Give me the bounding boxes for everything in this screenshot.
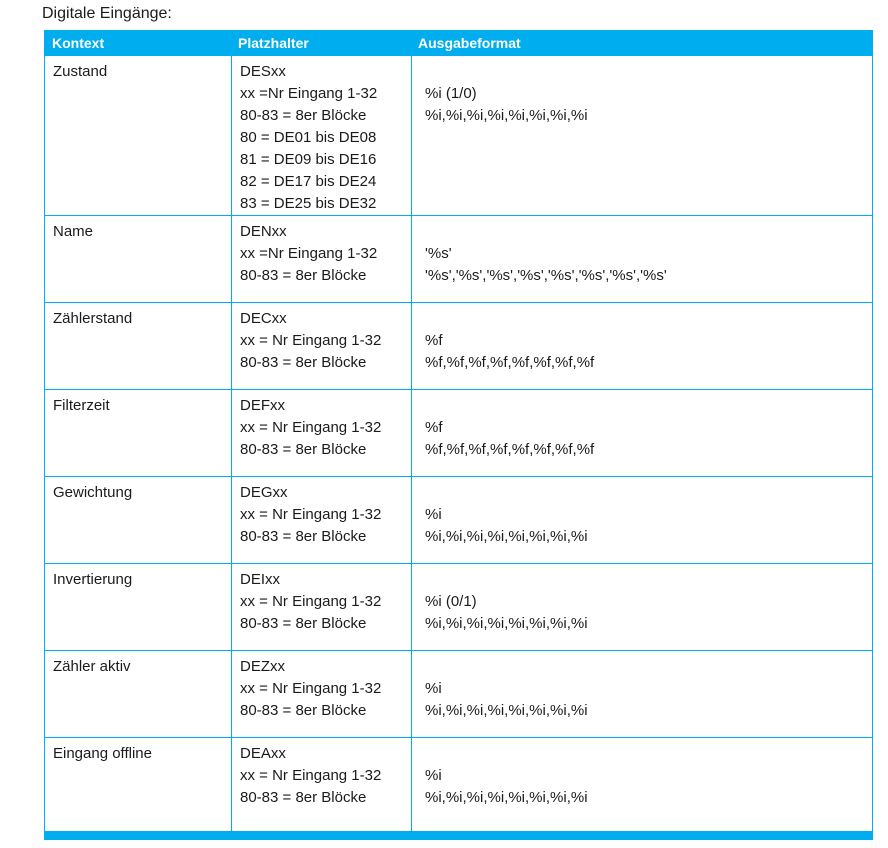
cell-line [425,482,866,504]
table-row [44,564,873,651]
cell-line: Filterzeit [53,397,110,414]
table-footer-bar [44,832,873,840]
cell-platzhalter [231,216,411,302]
cell-line [425,743,866,765]
cell-line: %i,%i,%i,%i,%i,%i,%i,%i [425,528,588,545]
digital-inputs-table [44,30,873,840]
cell-line: Name [53,223,94,240]
cell-line: Invertierung [53,571,133,588]
cell-line: 81 = DE09 bis DE16 [240,151,377,168]
cell-line: DEIxx [240,571,281,588]
cell-line: 83 = DE25 bis DE32 [240,195,377,212]
cell-line: %f [425,332,443,349]
cell-line: %i [425,506,442,523]
table-header-row [44,30,873,56]
cell-line: 80-83 = 8er Blöcke [240,615,367,632]
cell-line: 82 = DE17 bis DE24 [240,173,377,190]
cell-line: Eingang offline [53,745,152,762]
cell-line: xx = Nr Eingang 1-32 [240,767,382,784]
cell-line: 80-83 = 8er Blöcke [240,354,367,371]
cell-line: 80-83 = 8er Blöcke [240,528,367,545]
cell-line: %i,%i,%i,%i,%i,%i,%i,%i [425,789,588,806]
cell-platzhalter [231,651,411,737]
table-body [44,56,873,832]
table-row [44,738,873,832]
cell-kontext [45,651,231,737]
cell-platzhalter [231,390,411,476]
cell-line: Zustand [53,63,108,80]
cell-line: 80 = DE01 bis DE08 [240,129,377,146]
cell-line: xx = Nr Eingang 1-32 [240,419,382,436]
cell-line: DECxx [240,310,287,327]
cell-line: %i,%i,%i,%i,%i,%i,%i,%i [425,107,588,124]
cell-line: 80-83 = 8er Blöcke [240,441,367,458]
cell-ausgabeformat [411,216,872,302]
cell-platzhalter [231,56,411,215]
cell-line: %i [425,767,442,784]
cell-kontext [45,303,231,389]
cell-line: %f [425,419,443,436]
cell-platzhalter [231,564,411,650]
cell-line [425,221,866,243]
cell-line: %i [425,680,442,697]
table-row [44,477,873,564]
cell-kontext [45,564,231,650]
cell-line: %f,%f,%f,%f,%f,%f,%f,%f [425,354,595,371]
table-row [44,390,873,477]
cell-line: 80-83 = 8er Blöcke [240,107,367,124]
cell-kontext [45,477,231,563]
cell-line: '%s','%s','%s','%s','%s','%s','%s','%s' [425,267,667,284]
cell-line: DEGxx [240,484,288,501]
cell-line [425,395,866,417]
cell-line: %i (0/1) [425,593,477,610]
cell-line: Zähler aktiv [53,658,131,675]
cell-kontext [45,216,231,302]
cell-platzhalter [231,477,411,563]
cell-ausgabeformat [411,56,872,215]
cell-ausgabeformat [411,390,872,476]
column-header-platzhalter: Platzhalter [238,35,309,51]
cell-line: 80-83 = 8er Blöcke [240,702,367,719]
table-row [44,651,873,738]
column-header-kontext: Kontext [52,35,105,51]
table-row [44,216,873,303]
cell-line: DEAxx [240,745,286,762]
section-title: Digitale Eingänge: [42,5,172,22]
cell-ausgabeformat [411,564,872,650]
cell-line: 80-83 = 8er Blöcke [240,789,367,806]
cell-line: DEFxx [240,397,285,414]
cell-ausgabeformat [411,651,872,737]
cell-line: %i,%i,%i,%i,%i,%i,%i,%i [425,702,588,719]
cell-line: DENxx [240,223,287,240]
cell-kontext [45,738,231,831]
cell-line: xx = Nr Eingang 1-32 [240,332,382,349]
cell-line [425,569,866,591]
cell-line: xx = Nr Eingang 1-32 [240,680,382,697]
cell-line: DESxx [240,63,286,80]
cell-line: Zählerstand [53,310,133,327]
cell-ausgabeformat [411,738,872,831]
cell-line: xx = Nr Eingang 1-32 [240,593,382,610]
cell-line: xx =Nr Eingang 1-32 [240,245,378,262]
cell-line: 80-83 = 8er Blöcke [240,267,367,284]
cell-line [425,61,866,83]
cell-line: %f,%f,%f,%f,%f,%f,%f,%f [425,441,595,458]
column-header-ausgabeformat: Ausgabeformat [418,35,521,51]
table-row [44,303,873,390]
cell-line: DEZxx [240,658,285,675]
cell-line [425,656,866,678]
cell-line: %i,%i,%i,%i,%i,%i,%i,%i [425,615,588,632]
cell-kontext [45,390,231,476]
cell-ausgabeformat [411,303,872,389]
cell-line: Gewichtung [53,484,133,501]
cell-line: '%s' [425,245,452,262]
cell-line [425,308,866,330]
cell-line: %i (1/0) [425,85,477,102]
cell-kontext [45,56,231,215]
cell-platzhalter [231,303,411,389]
cell-line: xx = Nr Eingang 1-32 [240,506,382,523]
cell-platzhalter [231,738,411,831]
cell-ausgabeformat [411,477,872,563]
table-row [44,56,873,216]
cell-line: xx =Nr Eingang 1-32 [240,85,378,102]
